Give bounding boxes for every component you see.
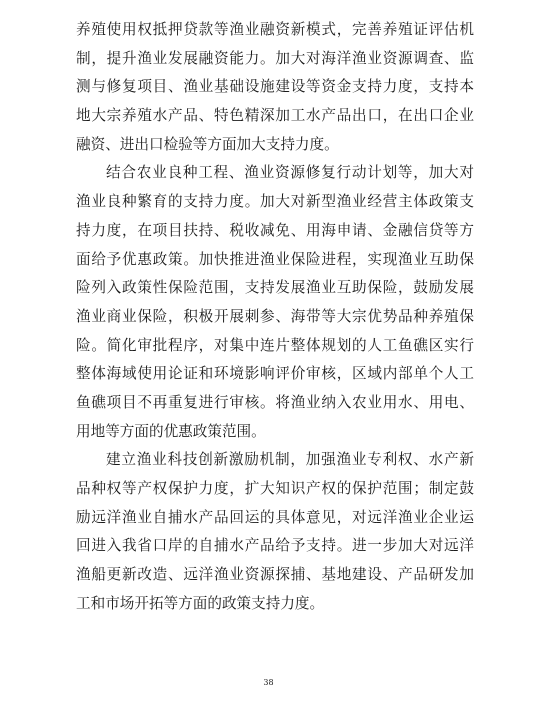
- text-line: 险列入政策性保险范围，支持发展渔业互助保险，鼓励发展: [76, 279, 474, 297]
- text-line: 持力度，在项目扶持、税收减免、用海申请、金融信贷等方: [76, 221, 474, 239]
- text-line: 渔船更新改造、远洋渔业资源探捕、基地建设、产品研发加: [76, 566, 474, 584]
- text-line: 渔业商业保险，积极开展刺参、海带等大宗优势品种养殖保: [76, 307, 474, 325]
- text-line: 整体海域使用论证和环境影响评价审核，区域内部单个人工: [76, 365, 474, 383]
- text-line: 励远洋渔业自捕水产品回运的具体意见，对远洋渔业企业运: [76, 508, 474, 526]
- document-body: [76, 16, 474, 618]
- text-line: 融资、进出口检验等方面加大支持力度。: [76, 135, 339, 153]
- text-line: 品种权等产权保护力度，扩大知识产权的保护范围；制定鼓: [76, 480, 474, 497]
- text-line: 鱼礁项目不再重复进行审核。将渔业纳入农业用水、用电、: [76, 393, 474, 411]
- text-line: 工和市场开拓等方面的政策支持力度。: [76, 594, 325, 612]
- paragraph-innovation: [76, 446, 474, 618]
- text-line: 制，提升渔业发展融资能力。加大对海洋渔业资源调查、监: [76, 49, 474, 67]
- paragraph-policy-support: [76, 159, 474, 446]
- text-line: 建立渔业科技创新激励机制，加强渔业专利权、水产新: [106, 451, 474, 469]
- text-line: 地大宗养殖水产品、特色精深加工水产品出口，在出口企业: [76, 107, 474, 125]
- text-line: 回进入我省口岸的自捕水产品给予支持。进一步加大对远洋: [76, 537, 474, 555]
- text-line: 渔业良种繁育的支持力度。加大对新型渔业经营主体政策支: [76, 193, 474, 211]
- page-number: 38: [263, 678, 274, 687]
- paragraph-financing: [76, 16, 474, 159]
- text-line: 险。简化审批程序，对集中连片整体规划的人工鱼礁区实行: [76, 336, 474, 354]
- text-line: 用地等方面的优惠政策范围。: [76, 422, 266, 440]
- text-line: 养殖使用权抵押贷款等渔业融资新模式，完善养殖证评估机: [76, 21, 474, 38]
- text-line: 结合农业良种工程、渔业资源修复行动计划等，加大对: [106, 164, 474, 182]
- text-line: 测与修复项目、渔业基础设施建设等资金支持力度，支持本: [76, 78, 474, 96]
- text-line: 面给予优惠政策。加快推进渔业保险进程，实现渔业互助保: [76, 250, 474, 268]
